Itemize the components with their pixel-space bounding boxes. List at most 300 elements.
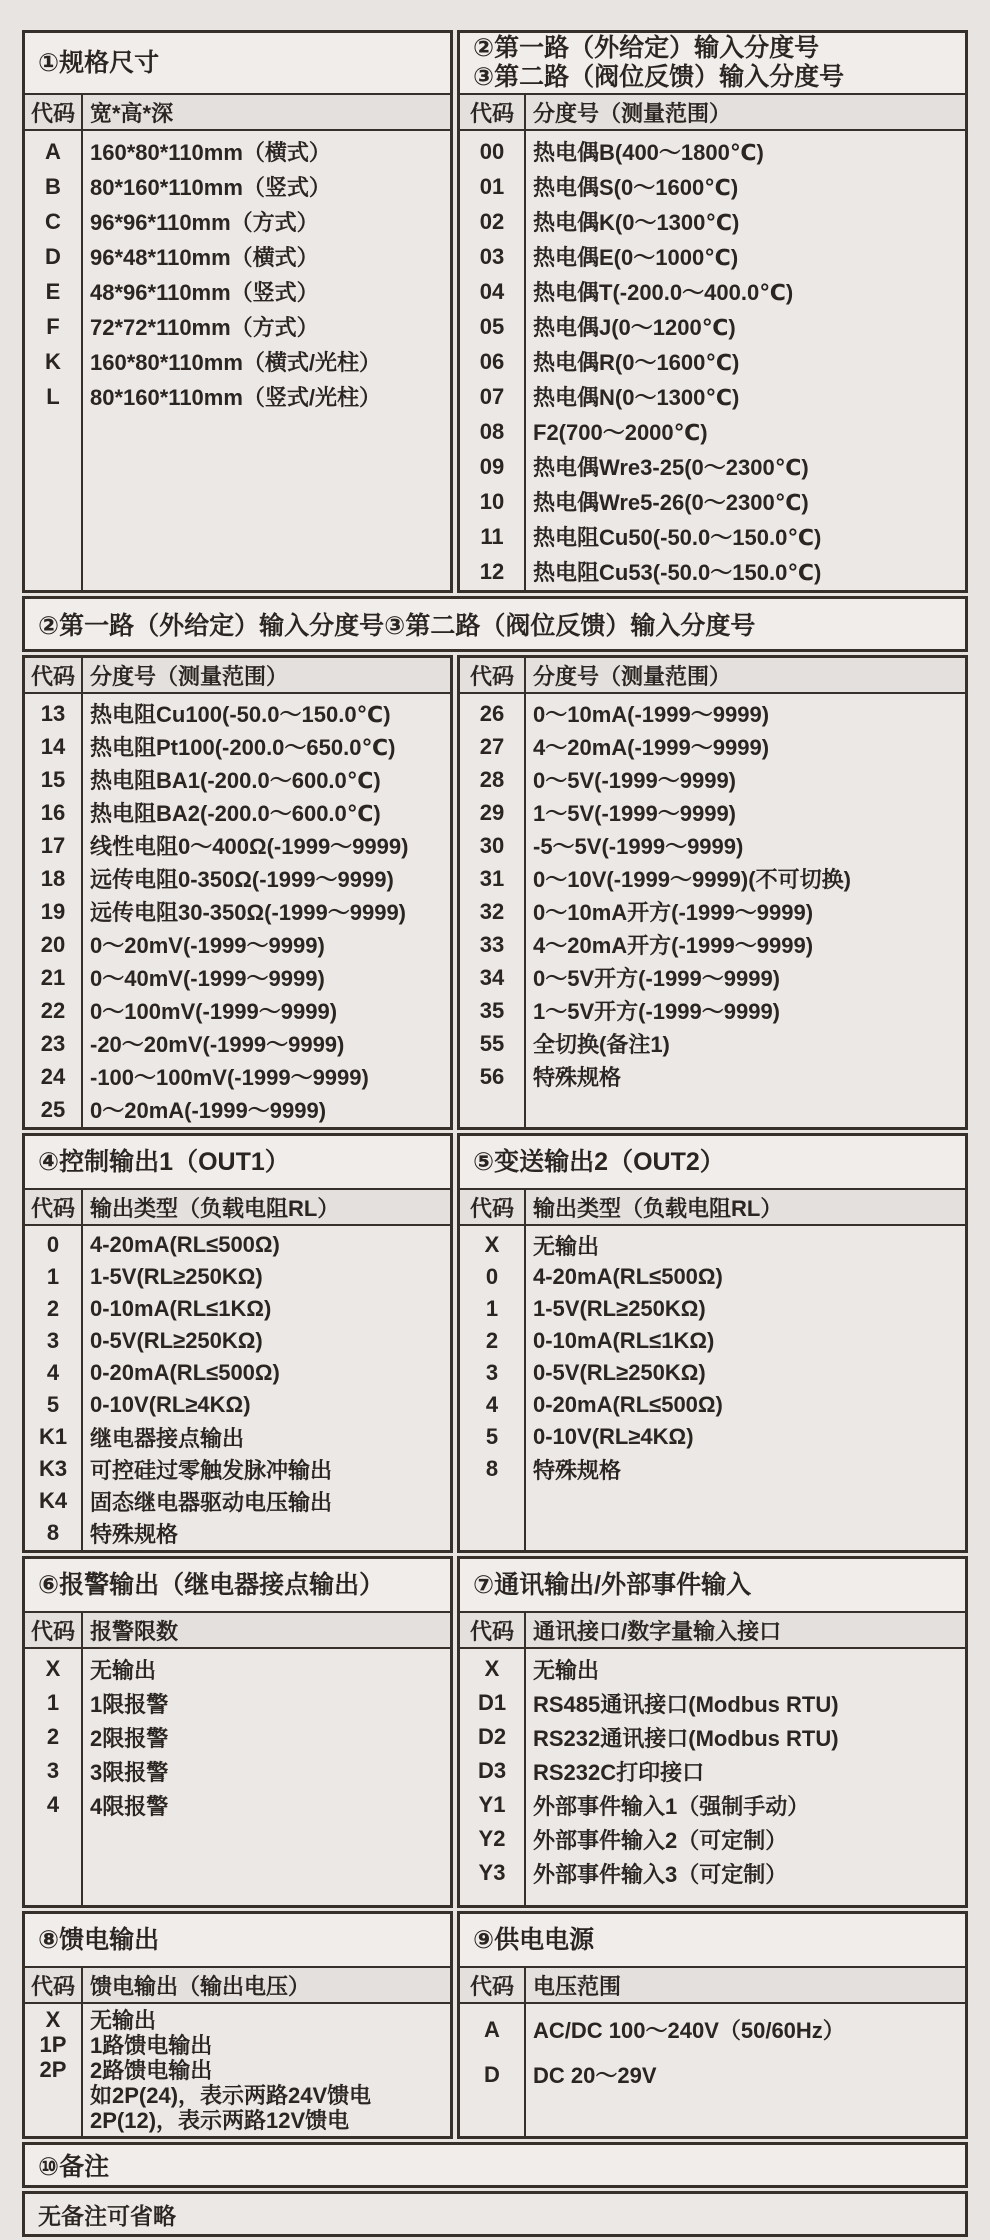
code-cell: 3: [46, 1328, 60, 1353]
column-divider: [81, 1190, 83, 1550]
code-cell: K: [45, 348, 61, 374]
desc-cell: 外部事件输入2（可定制）: [533, 1827, 788, 1853]
section-control-output1: [22, 1133, 453, 1553]
desc-cell: 1限报警: [90, 1691, 169, 1717]
table-row: [460, 961, 965, 994]
code-cell: X: [484, 1232, 500, 1257]
table-row: [460, 1856, 965, 1890]
section-transmit-output2: [457, 1133, 968, 1553]
section-title-text: ②第一路（外给定）输入分度号③第二路（阀位反馈）输入分度号: [38, 612, 756, 640]
section-title: [460, 1914, 965, 1968]
code-header: 代码: [30, 1195, 75, 1221]
table-row: [460, 554, 965, 589]
table-row: [25, 1293, 450, 1325]
code-cell: K3: [38, 1456, 68, 1481]
table-header-row: [25, 1968, 450, 2004]
table-row: [25, 1325, 450, 1357]
code-cell: 4: [46, 1360, 60, 1385]
desc-cell: 0-20mA(RL≤500Ω): [533, 1392, 723, 1417]
desc-cell: 160*80*110mm（横式/光柱）: [90, 350, 382, 375]
section-title-text: ①规格尺寸: [38, 48, 160, 77]
section-title-text: ④控制输出1（OUT1）: [38, 1147, 290, 1176]
desc-cell: -100～100mV(-1999～9999): [90, 1065, 369, 1090]
code-cell: 2P: [39, 2056, 67, 2082]
code-cell: 0: [46, 1232, 60, 1257]
desc-header: 分度号（测量范围）: [533, 663, 732, 689]
section-title-text: ⑨供电电源: [473, 1925, 595, 1954]
table: [25, 1968, 450, 2136]
desc-cell: RS232C打印接口: [533, 1759, 705, 1785]
code-cell: 13: [40, 700, 66, 726]
code-cell: 1P: [39, 2031, 67, 2057]
desc-header: 馈电输出（输出电压）: [90, 1973, 311, 1999]
table: [25, 658, 450, 1127]
table-row: [25, 1485, 450, 1517]
table-header-row: [25, 95, 450, 131]
desc-cell: 全切换(备注1): [533, 1032, 670, 1057]
table-row: [25, 239, 450, 274]
code-cell: 8: [485, 1456, 499, 1481]
desc-cell: F2(700～2000℃): [533, 420, 708, 445]
table-row: [460, 1357, 965, 1389]
table-row: [460, 862, 965, 895]
table: [460, 1190, 965, 1550]
desc-cell: 0-5V(RL≥250KΩ): [533, 1360, 706, 1385]
table-body: [460, 131, 965, 590]
desc-header: 通讯接口/数字量输入接口: [533, 1618, 782, 1644]
desc-cell: 热电偶T(-200.0～400.0℃): [533, 280, 794, 305]
table-row: [460, 1822, 965, 1856]
desc-cell: -5～5V(-1999～9999): [533, 834, 744, 859]
desc-cell: 无输出: [533, 1233, 600, 1259]
section-power-supply: [457, 1911, 968, 2139]
desc-header: 宽*高*深: [90, 100, 174, 126]
table-row: [460, 204, 965, 239]
desc-cell: 48*96*110mm（竖式）: [90, 280, 319, 305]
desc-cell: 2限报警: [90, 1725, 169, 1751]
desc-cell: 1路馈电输出: [90, 2033, 213, 2058]
code-cell: X: [484, 1656, 500, 1681]
code-header: 代码: [469, 1195, 514, 1221]
table-row: [25, 169, 450, 204]
code-cell: 11: [480, 523, 504, 549]
section-alarm-output: [22, 1556, 453, 1908]
code-cell: 00: [479, 138, 505, 164]
section-comm-event-input: [457, 1556, 968, 1908]
table-row: [460, 1060, 965, 1093]
section-title-text: ⑤变送输出2（OUT2）: [473, 1147, 725, 1176]
desc-cell: 如2P(24)，表示两路24V馈电: [90, 2083, 372, 2108]
code-cell: 8: [46, 1520, 60, 1545]
table-body: [460, 1649, 965, 1905]
code-cell: A: [484, 2016, 500, 2042]
code-cell: 17: [40, 832, 66, 858]
section-title: [25, 1559, 450, 1613]
table-row: [460, 928, 965, 961]
code-cell: 12: [479, 558, 505, 584]
desc-cell: 0～5V(-1999～9999): [533, 768, 737, 793]
section-title: [460, 1559, 965, 1613]
input-index-mid-right: [457, 655, 968, 1130]
code-cell: X: [45, 2006, 61, 2032]
desc-cell: 3限报警: [90, 1759, 169, 1785]
table-row: [25, 994, 450, 1027]
code-cell: D: [45, 243, 61, 269]
desc-cell: 远传电阻30-350Ω(-1999～9999): [90, 900, 407, 925]
desc-cell: 80*160*110mm（竖式/光柱）: [90, 385, 382, 410]
table-body: [25, 694, 450, 1127]
code-cell: 03: [479, 243, 505, 269]
desc-cell: 外部事件输入1（强制手动）: [533, 1793, 810, 1819]
desc-cell: 热电偶J(0～1200℃): [533, 315, 736, 340]
code-cell: 16: [40, 799, 66, 825]
desc-cell: 线性电阻0～400Ω(-1999～9999): [90, 834, 409, 859]
code-header: 代码: [469, 100, 514, 126]
code-cell: 05: [479, 313, 505, 339]
column-divider: [81, 1613, 83, 1905]
desc-cell: 160*80*110mm（横式）: [90, 140, 331, 165]
code-cell: 20: [40, 931, 66, 957]
table-row: [460, 134, 965, 169]
desc-cell: 0～20mA(-1999～9999): [90, 1098, 327, 1123]
table-body: [460, 1226, 965, 1550]
section-pair-23-continued: [22, 655, 968, 1130]
table-header-row: [25, 1190, 450, 1226]
table-header-row: [460, 658, 965, 694]
column-divider: [524, 1968, 526, 2136]
table-row: [25, 309, 450, 344]
table-body: [25, 131, 450, 590]
desc-cell: -20～20mV(-1999～9999): [90, 1032, 345, 1057]
desc-cell: 4-20mA(RL≤500Ω): [533, 1264, 723, 1289]
table-row: [25, 1453, 450, 1485]
code-cell: 32: [479, 898, 505, 924]
table-row: [25, 961, 450, 994]
code-cell: 56: [479, 1063, 505, 1089]
code-cell: 01: [479, 173, 505, 199]
desc-cell: 继电器接点输出: [90, 1425, 245, 1451]
code-cell: D3: [477, 1758, 507, 1783]
table: [25, 1190, 450, 1550]
table-row: [25, 697, 450, 730]
table-row: [460, 994, 965, 1027]
desc-cell: RS485通讯接口(Modbus RTU): [533, 1691, 839, 1717]
section-input-index-mid-title: [22, 596, 968, 652]
table-row: [460, 1261, 965, 1293]
desc-cell: 96*96*110mm（方式）: [90, 210, 319, 235]
table-row: [25, 730, 450, 763]
table-header-row: [460, 1613, 965, 1649]
code-header: 代码: [469, 663, 514, 689]
table-row: [25, 1229, 450, 1261]
table-row: [460, 169, 965, 204]
table-row: [460, 1453, 965, 1485]
table-row: [25, 928, 450, 961]
table-row: [25, 1754, 450, 1788]
code-header: 代码: [30, 1973, 75, 1999]
table-row: [460, 484, 965, 519]
column-divider: [81, 95, 83, 590]
table-row: [460, 730, 965, 763]
table-row: [460, 344, 965, 379]
desc-cell: 0～100mV(-1999～9999): [90, 999, 338, 1024]
code-cell: 30: [479, 832, 505, 858]
section-title-line1: ②第一路（外给定）输入分度号: [473, 34, 820, 62]
desc-cell: 特殊规格: [533, 1457, 622, 1483]
code-cell: 4: [485, 1392, 499, 1417]
column-divider: [81, 1968, 83, 2136]
section-title-text: ⑩备注: [38, 2153, 110, 2181]
desc-cell: 热电阻Pt100(-200.0～650.0℃): [90, 735, 396, 760]
code-cell: 2: [485, 1328, 499, 1353]
desc-cell: 热电阻Cu50(-50.0～150.0℃): [533, 525, 822, 550]
desc-cell: 0-10mA(RL≤1KΩ): [533, 1328, 715, 1353]
desc-cell: AC/DC 100～240V（50/60Hz）: [533, 2018, 845, 2043]
table: [460, 1613, 965, 1905]
desc-cell: 热电偶N(0～1300℃): [533, 385, 740, 410]
column-divider: [524, 658, 526, 1127]
table-row: [460, 1720, 965, 1754]
table-row: [460, 309, 965, 344]
desc-cell: 0-10V(RL≥4KΩ): [90, 1392, 251, 1417]
desc-cell: 特殊规格: [90, 1521, 179, 1547]
code-cell: 09: [479, 453, 505, 479]
code-cell: A: [45, 138, 61, 164]
table-row: [460, 895, 965, 928]
table-row: [460, 239, 965, 274]
table-row: [25, 1686, 450, 1720]
code-cell: 1: [46, 1264, 60, 1289]
column-divider: [81, 658, 83, 1127]
table-row: [460, 1389, 965, 1421]
column-divider: [524, 1613, 526, 1905]
table-row: [460, 829, 965, 862]
table-row: [25, 829, 450, 862]
code-cell: 1: [46, 1690, 60, 1715]
code-cell: 35: [479, 997, 505, 1023]
table-row: [25, 1357, 450, 1389]
code-cell: L: [46, 383, 60, 409]
desc-cell: 可控硅过零触发脉冲输出: [90, 1457, 333, 1483]
table-row: [25, 796, 450, 829]
code-cell: D1: [477, 1690, 507, 1715]
table-row: [25, 1652, 450, 1686]
table-row: [460, 1652, 965, 1686]
desc-cell: 96*48*110mm（横式）: [90, 245, 319, 270]
section-pair-6-7: [22, 1556, 968, 1908]
code-cell: 2: [46, 1296, 60, 1321]
desc-header: 报警限数: [90, 1618, 179, 1644]
desc-cell: 热电偶S(0～1600℃): [533, 175, 739, 200]
spec-sheet: [22, 30, 968, 2240]
code-cell: 07: [479, 383, 505, 409]
desc-header: 分度号（测量范围）: [533, 100, 732, 126]
table-row: [25, 204, 450, 239]
table-row: [25, 1517, 450, 1549]
table-row: [25, 1261, 450, 1293]
table-row: [25, 1389, 450, 1421]
table-row: [460, 763, 965, 796]
table: [460, 658, 965, 1127]
table-row: [460, 1421, 965, 1453]
desc-cell: 1-5V(RL≥250KΩ): [90, 1264, 263, 1289]
section-title: [460, 1136, 965, 1190]
desc-cell: 1-5V(RL≥250KΩ): [533, 1296, 706, 1321]
table-row: [25, 2107, 450, 2132]
code-cell: 27: [479, 733, 505, 759]
desc-cell: 特殊规格: [533, 1065, 622, 1090]
input-index-mid-left: [22, 655, 453, 1130]
section-pair-4-5: [22, 1133, 968, 1553]
desc-header: 输出类型（负载电阻RL）: [90, 1195, 340, 1221]
code-cell: 31: [479, 865, 505, 891]
table-row: [25, 895, 450, 928]
desc-cell: 热电偶B(400～1800℃): [533, 140, 764, 165]
code-cell: 4: [46, 1792, 60, 1817]
table-header-row: [460, 1968, 965, 2004]
desc-cell: 热电阻Cu100(-50.0～150.0℃): [90, 702, 391, 727]
desc-cell: 无输出: [533, 1657, 600, 1683]
desc-cell: 4-20mA(RL≤500Ω): [90, 1232, 280, 1257]
code-cell: 19: [40, 898, 66, 924]
desc-cell: 热电偶K(0～1300℃): [533, 210, 740, 235]
code-cell: 18: [40, 865, 66, 891]
code-cell: D: [484, 2061, 500, 2087]
code-cell: 5: [46, 1392, 60, 1417]
desc-cell: 0～10mA(-1999～9999): [533, 702, 770, 727]
section-title-text: ⑥报警输出（继电器接点输出）: [38, 1570, 385, 1599]
table-row: [25, 134, 450, 169]
code-cell: 28: [479, 766, 505, 792]
code-cell: 06: [479, 348, 505, 374]
code-cell: K4: [38, 1488, 68, 1513]
code-header: 代码: [469, 1618, 514, 1644]
table-header-row: [460, 95, 965, 131]
code-cell: 02: [479, 208, 505, 234]
code-cell: 25: [40, 1096, 66, 1122]
table-row: [25, 1093, 450, 1126]
desc-header: 分度号（测量范围）: [90, 663, 289, 689]
desc-cell: 热电阻Cu53(-50.0～150.0℃): [533, 560, 822, 585]
table-row: [25, 1720, 450, 1754]
desc-cell: 0-20mA(RL≤500Ω): [90, 1360, 280, 1385]
table-row: [460, 1027, 965, 1060]
code-cell: E: [45, 278, 61, 304]
code-cell: X: [45, 1656, 61, 1681]
code-cell: 55: [479, 1030, 505, 1056]
section-title: [25, 1136, 450, 1190]
desc-cell: 热电偶E(0～1000℃): [533, 245, 739, 270]
code-cell: Y1: [478, 1792, 506, 1817]
section-pair-1-23: [22, 30, 968, 593]
table-row: [25, 763, 450, 796]
table: [25, 1613, 450, 1905]
table-row: [25, 274, 450, 309]
table-row: [460, 1686, 965, 1720]
desc-cell: DC 20～29V: [533, 2063, 657, 2088]
desc-cell: 0～5V开方(-1999～9999): [533, 966, 781, 991]
table-row: [460, 697, 965, 730]
desc-cell: 2P(12)，表示两路12V馈电: [90, 2108, 350, 2133]
table-header-row: [25, 658, 450, 694]
code-header: 代码: [30, 100, 75, 126]
desc-cell: 0-10V(RL≥4KΩ): [533, 1424, 694, 1449]
desc-cell: 热电偶Wre3-25(0～2300℃): [533, 455, 809, 480]
desc-cell: 0～10V(-1999～9999)(不可切换): [533, 867, 851, 892]
table: [460, 95, 965, 590]
code-header: 代码: [30, 663, 75, 689]
desc-header: 电压范围: [533, 1973, 622, 1999]
desc-cell: 热电偶Wre5-26(0～2300℃): [533, 490, 809, 515]
table-row: [460, 1788, 965, 1822]
table: [460, 1968, 965, 2136]
table-row: [460, 449, 965, 484]
code-cell: 3: [485, 1360, 499, 1385]
section-title: [25, 1914, 450, 1968]
table-row: [460, 519, 965, 554]
section-spec-size: [22, 30, 453, 593]
table-row: [25, 379, 450, 414]
code-cell: Y3: [478, 1860, 506, 1885]
column-divider: [524, 1190, 526, 1550]
table-header-row: [25, 1613, 450, 1649]
code-header: 代码: [30, 1618, 75, 1644]
desc-cell: 无输出: [90, 1657, 157, 1683]
desc-header: 输出类型（负载电阻RL）: [533, 1195, 783, 1221]
table-row: [460, 414, 965, 449]
desc-cell: 固态继电器驱动电压输出: [90, 1489, 333, 1515]
code-cell: 24: [40, 1063, 66, 1089]
desc-cell: 无输出: [90, 2008, 157, 2033]
table-row: [460, 796, 965, 829]
section-pair-8-9: [22, 1911, 968, 2139]
table-row: [25, 1060, 450, 1093]
section-title-text: ⑧馈电输出: [38, 1925, 160, 1954]
desc-cell: 远传电阻0-350Ω(-1999～9999): [90, 867, 394, 892]
code-cell: 29: [479, 799, 505, 825]
table-row: [460, 2052, 965, 2097]
table-body: [460, 694, 965, 1127]
code-cell: 0: [485, 1264, 499, 1289]
code-cell: 04: [479, 278, 505, 304]
desc-cell: 热电阻BA1(-200.0～600.0℃): [90, 768, 381, 793]
desc-cell: 0-10mA(RL≤1KΩ): [90, 1296, 272, 1321]
desc-cell: 2路馈电输出: [90, 2058, 213, 2083]
code-cell: 5: [485, 1424, 499, 1449]
code-cell: 3: [46, 1758, 60, 1783]
desc-cell: 4～20mA(-1999～9999): [533, 735, 770, 760]
section-remark-title: [22, 2142, 968, 2188]
desc-cell: 1～5V开方(-1999～9999): [533, 999, 781, 1024]
section-title-text: ⑦通讯输出/外部事件输入: [473, 1570, 752, 1599]
table-row: [460, 1325, 965, 1357]
desc-cell: 80*160*110mm（竖式）: [90, 175, 331, 200]
code-header: 代码: [469, 1973, 514, 1999]
table-row: [25, 1788, 450, 1822]
table-row: [460, 1754, 965, 1788]
desc-cell: 1～5V(-1999～9999): [533, 801, 737, 826]
desc-cell: 0～10mA开方(-1999～9999): [533, 900, 814, 925]
desc-cell: 热电阻BA2(-200.0～600.0℃): [90, 801, 381, 826]
table-row: [460, 2007, 965, 2052]
table-row: [25, 344, 450, 379]
code-cell: Y2: [478, 1826, 506, 1851]
section-remark-note: [22, 2191, 968, 2237]
section-title: [460, 33, 965, 95]
table-row: [25, 862, 450, 895]
table-row: [460, 379, 965, 414]
code-cell: 08: [479, 418, 505, 444]
